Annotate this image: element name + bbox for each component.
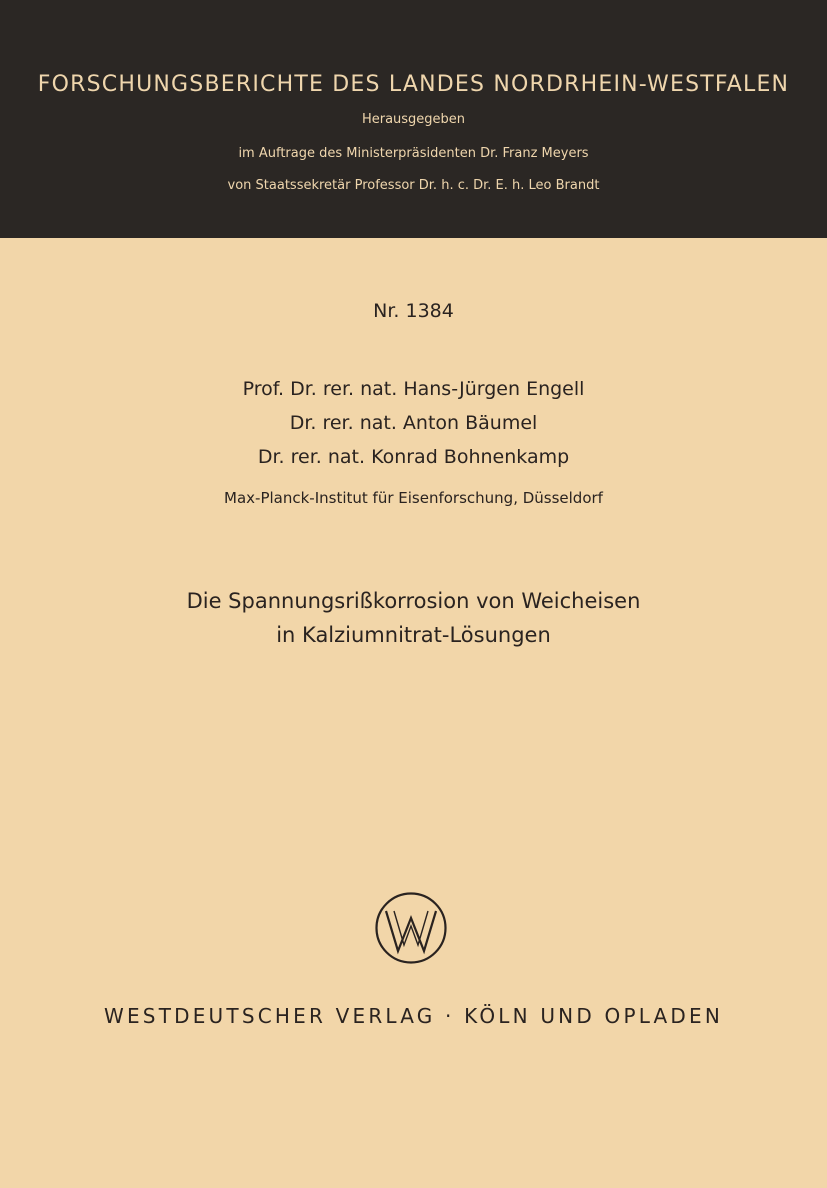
editor-line-published: Herausgegeben — [361, 112, 466, 127]
editor-line-secretary: von Staatssekretär Professor Dr. h. c. Dr. E. h. Leo Brandt — [227, 178, 600, 193]
book-title-line-2: in Kalziumnitrat-Lösungen — [276, 623, 551, 647]
publisher-logo-icon — [374, 891, 448, 965]
publisher-imprint: WESTDEUTSCHER VERLAG · KÖLN UND OPLADEN — [104, 1004, 723, 1028]
series-header-band — [0, 0, 827, 238]
report-number: Nr. 1384 — [373, 300, 454, 322]
author-name: Prof. Dr. rer. nat. Hans-Jürgen Engell — [242, 378, 585, 400]
author-name: Dr. rer. nat. Anton Bäumel — [289, 412, 538, 434]
series-title: FORSCHUNGSBERICHTE DES LANDES NORDRHEIN-WESTFALEN — [37, 72, 790, 97]
institution: Max-Planck-Institut für Eisenforschung, Düsseldorf — [224, 489, 603, 507]
book-title-line-1: Die Spannungsrißkorrosion von Weicheisen — [186, 589, 641, 613]
editor-line-commission: im Auftrage des Ministerpräsidenten Dr. Franz Meyers — [238, 146, 589, 161]
author-name: Dr. rer. nat. Konrad Bohnenkamp — [257, 446, 570, 468]
